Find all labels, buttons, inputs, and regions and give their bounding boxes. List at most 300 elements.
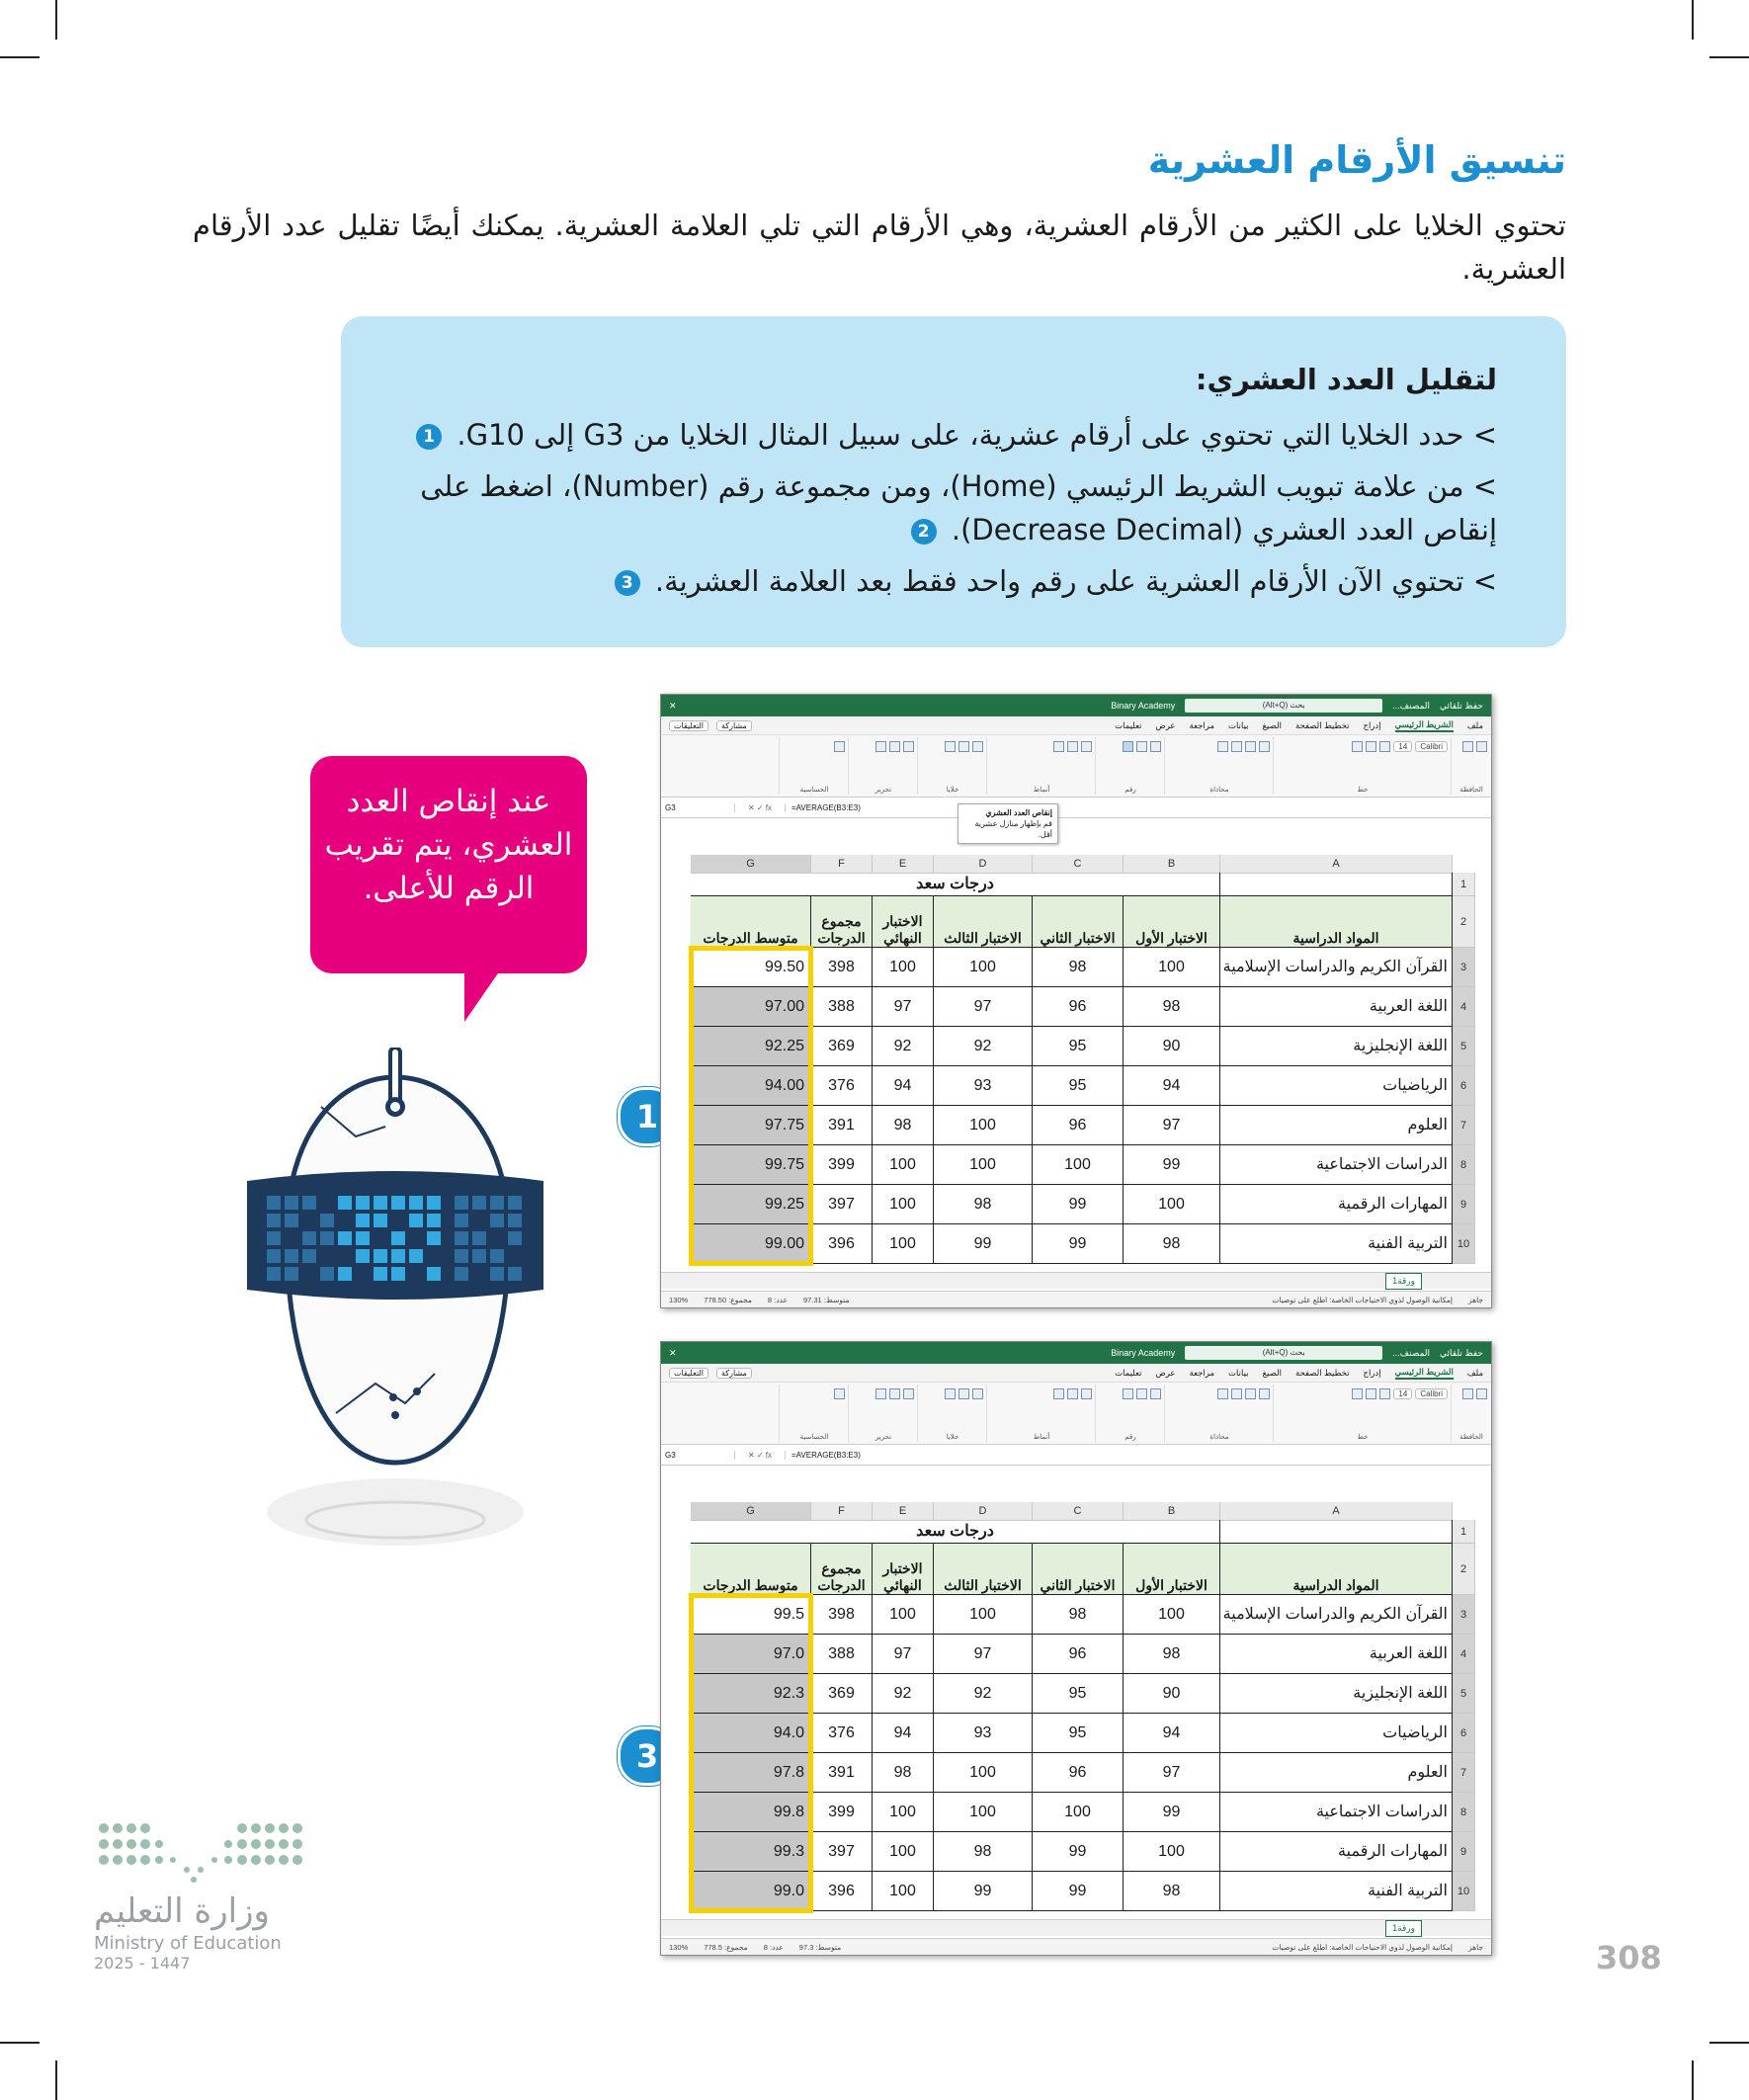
conditional-format-icon[interactable] — [1081, 741, 1092, 752]
selection-highlight — [689, 946, 813, 1266]
group-label: تحرير — [874, 787, 892, 794]
score-cell[interactable]: 95 — [1033, 1027, 1124, 1066]
header-cell[interactable]: متوسط الدرجات — [691, 896, 811, 948]
tab-help[interactable]: تعليمات — [1115, 1367, 1142, 1378]
score-cell[interactable]: 100 — [934, 1595, 1033, 1635]
crop-mark — [0, 2042, 40, 2044]
conditional-format-icon[interactable] — [1081, 1388, 1092, 1399]
subject-cell[interactable]: الدراسات الاجتماعية — [1220, 1145, 1453, 1185]
selection-highlight — [689, 1593, 813, 1913]
align-right-icon[interactable] — [1231, 1388, 1242, 1399]
formula-input[interactable]: =AVERAGE(B3:E3) — [791, 1450, 861, 1460]
row-header[interactable]: 5 — [1453, 1674, 1475, 1714]
cell-styles-icon[interactable] — [1053, 1388, 1064, 1399]
group-label: الحساسية — [799, 1434, 829, 1441]
zoom-level[interactable]: 130% — [669, 1295, 689, 1304]
autosave-toggle[interactable]: حفظ تلقائي — [1440, 1347, 1483, 1358]
delete-icon[interactable] — [958, 1388, 969, 1399]
score-cell[interactable]: 100 — [873, 1832, 934, 1872]
column-header[interactable]: D — [934, 855, 1033, 874]
score-cell[interactable]: 100 — [1124, 948, 1220, 987]
score-cell[interactable]: 97 — [934, 987, 1033, 1027]
format-icon[interactable] — [945, 741, 956, 752]
column-header[interactable]: E — [873, 855, 934, 874]
tab-home[interactable]: الشريط الرئيسي — [1395, 1367, 1454, 1380]
row-header[interactable]: 2 — [1453, 1544, 1475, 1595]
score-cell[interactable]: 97 — [1124, 1753, 1220, 1793]
tab-file[interactable]: ملف — [1466, 1367, 1483, 1378]
wrap-icon[interactable] — [1217, 1388, 1228, 1399]
average-cell[interactable]: 92.25 — [691, 1027, 811, 1066]
subject-cell[interactable]: اللغة العربية — [1220, 987, 1453, 1027]
sheet-tabs-bar — [661, 1272, 1491, 1289]
subject-cell[interactable]: الرياضيات — [1220, 1714, 1453, 1753]
score-cell[interactable]: 98 — [934, 1185, 1033, 1224]
status-count: عدد: 8 — [763, 1942, 784, 1952]
score-cell[interactable]: 92 — [873, 1027, 934, 1066]
group-label: الحافظة — [1459, 787, 1483, 794]
column-header[interactable]: C — [1033, 855, 1124, 874]
score-cell[interactable]: 98 — [1124, 1635, 1220, 1674]
column-header[interactable]: G — [691, 855, 811, 874]
score-cell[interactable]: 98 — [1033, 948, 1124, 987]
score-cell[interactable]: 99 — [1033, 1224, 1124, 1264]
subject-cell[interactable]: المهارات الرقمية — [1220, 1832, 1453, 1872]
tab-data[interactable]: بيانات — [1228, 719, 1249, 730]
status-bar — [661, 1938, 1491, 1955]
sort-icon[interactable] — [889, 741, 900, 752]
score-cell[interactable]: 90 — [1124, 1674, 1220, 1714]
subject-cell[interactable]: العلوم — [1220, 1106, 1453, 1145]
cell-a1[interactable] — [1220, 873, 1453, 896]
format-table-icon[interactable] — [1067, 1388, 1078, 1399]
column-header[interactable]: F — [811, 1502, 873, 1521]
header-cell[interactable]: الاختبار النهائي — [873, 1544, 934, 1595]
score-cell[interactable]: 391 — [811, 1753, 873, 1793]
average-cell[interactable]: 99.0 — [691, 1872, 811, 1911]
score-cell[interactable]: 96 — [1033, 1106, 1124, 1145]
group-styles — [986, 1385, 1096, 1442]
subject-cell[interactable]: القرآن الكريم والدراسات الإسلامية — [1220, 1595, 1453, 1635]
bold-icon[interactable] — [1379, 741, 1390, 752]
font-name[interactable]: Calibri — [1415, 741, 1448, 752]
row-header[interactable]: 8 — [1453, 1145, 1475, 1185]
currency-icon[interactable] — [1150, 1388, 1161, 1399]
group-label: الحساسية — [799, 787, 829, 794]
score-cell[interactable]: 100 — [873, 1185, 934, 1224]
find-icon[interactable] — [875, 741, 886, 752]
find-icon[interactable] — [875, 1388, 886, 1399]
score-cell[interactable]: 95 — [1033, 1674, 1124, 1714]
align-left-icon[interactable] — [1259, 741, 1270, 752]
align-left-icon[interactable] — [1259, 1388, 1270, 1399]
score-cell[interactable]: 98 — [1124, 987, 1220, 1027]
crop-mark — [55, 0, 57, 40]
group-font — [1273, 1385, 1452, 1442]
row-header[interactable]: 1 — [1453, 873, 1475, 896]
percent-icon[interactable] — [1136, 741, 1147, 752]
score-cell[interactable]: 100 — [873, 948, 934, 987]
score-cell[interactable]: 369 — [811, 1674, 873, 1714]
sum-icon[interactable] — [903, 741, 914, 752]
search-box[interactable]: بحث (Alt+Q) — [1185, 1346, 1382, 1360]
score-cell[interactable]: 98 — [934, 1832, 1033, 1872]
group-editing — [848, 1385, 918, 1442]
tooltip-body: قم بإظهار منازل عشرية أقل. — [974, 819, 1052, 839]
row-header[interactable]: 10 — [1453, 1224, 1475, 1264]
tab-page-layout[interactable]: تخطيط الصفحة — [1294, 1367, 1350, 1378]
tab-view[interactable]: عرض — [1155, 1367, 1176, 1378]
tab-review[interactable]: مراجعة — [1189, 1367, 1215, 1378]
font-size[interactable]: 14 — [1393, 1388, 1412, 1399]
format-icon[interactable] — [945, 1388, 956, 1399]
align-center-icon[interactable] — [1245, 1388, 1256, 1399]
currency-icon[interactable] — [1150, 741, 1161, 752]
subject-cell[interactable]: الرياضيات — [1220, 1066, 1453, 1106]
file-name: المصنف... — [1392, 700, 1431, 711]
score-cell[interactable]: 396 — [811, 1224, 873, 1264]
header-cell[interactable]: المواد الدراسية — [1220, 1544, 1453, 1595]
status-accessibility[interactable]: إمكانية الوصول لذوي الاحتياجات الخاصة: اطلع على توصيات — [1272, 1942, 1453, 1952]
score-cell[interactable]: 391 — [811, 1106, 873, 1145]
column-header[interactable]: B — [1124, 1502, 1220, 1521]
score-cell[interactable]: 99 — [1033, 1185, 1124, 1224]
sum-icon[interactable] — [903, 1388, 914, 1399]
row-header[interactable]: 4 — [1453, 1635, 1475, 1674]
status-accessibility[interactable]: إمكانية الوصول لذوي الاحتياجات الخاصة: اطلع على توصيات — [1272, 1295, 1453, 1304]
header-cell[interactable]: الاختبار الثاني — [1033, 896, 1124, 948]
score-cell[interactable]: 99 — [934, 1224, 1033, 1264]
score-cell[interactable]: 100 — [1033, 1145, 1124, 1185]
ribbon-tabs — [661, 1364, 1491, 1383]
group-editing — [848, 737, 918, 795]
step-badge: 1 — [416, 424, 442, 450]
average-cell[interactable]: 99.3 — [691, 1832, 811, 1872]
score-cell[interactable]: 96 — [1033, 1635, 1124, 1674]
callout-badge: 3 — [618, 1726, 677, 1786]
instruction-step — [390, 559, 1497, 603]
row-header[interactable]: 3 — [1453, 948, 1475, 987]
score-cell[interactable]: 92 — [873, 1674, 934, 1714]
score-cell[interactable]: 388 — [811, 987, 873, 1027]
score-cell[interactable]: 100 — [873, 1793, 934, 1832]
average-cell[interactable]: 99.25 — [691, 1185, 811, 1224]
score-cell[interactable]: 100 — [934, 1106, 1033, 1145]
tab-insert[interactable]: إدراج — [1363, 719, 1381, 730]
subject-cell[interactable]: التربية الفنية — [1220, 1224, 1453, 1264]
excel-title-bar — [661, 695, 1491, 716]
italic-icon[interactable] — [1366, 741, 1376, 752]
cut-icon[interactable] — [1462, 741, 1473, 752]
close-icon[interactable]: ✕ — [669, 700, 677, 711]
header-cell[interactable]: مجموع الدرجات — [811, 1544, 873, 1595]
close-icon[interactable]: ✕ — [669, 1347, 677, 1358]
align-center-icon[interactable] — [1245, 741, 1256, 752]
score-cell[interactable]: 100 — [934, 1793, 1033, 1832]
column-header[interactable]: A — [1220, 1502, 1453, 1521]
row-header[interactable]: 9 — [1453, 1185, 1475, 1224]
score-cell[interactable]: 376 — [811, 1714, 873, 1753]
zoom-level[interactable]: 130% — [669, 1942, 689, 1952]
row-header[interactable]: 7 — [1453, 1753, 1475, 1793]
cell-a1[interactable] — [1220, 1520, 1453, 1544]
row-header[interactable]: 6 — [1453, 1714, 1475, 1753]
group-cells — [917, 1385, 987, 1442]
average-cell[interactable]: 99.5 — [691, 1595, 811, 1635]
header-cell[interactable]: الاختبار الثالث — [934, 896, 1033, 948]
average-cell[interactable]: 92.3 — [691, 1674, 811, 1714]
fx-icon[interactable]: ✕ ✓ fx — [735, 1451, 786, 1460]
insert-icon[interactable] — [972, 1388, 983, 1399]
ribbon-tabs — [661, 716, 1491, 735]
score-cell[interactable]: 97 — [873, 1635, 934, 1674]
sheet-grid — [661, 855, 1491, 1270]
tab-help[interactable]: تعليمات — [1115, 719, 1142, 730]
score-cell[interactable]: 94 — [1124, 1066, 1220, 1106]
tab-insert[interactable]: إدراج — [1363, 1367, 1381, 1378]
header-cell[interactable]: الاختبار النهائي — [873, 896, 934, 948]
cell-styles-icon[interactable] — [1053, 741, 1064, 752]
score-cell[interactable]: 92 — [934, 1027, 1033, 1066]
comments-button[interactable]: التعليقات — [669, 1368, 708, 1379]
average-cell[interactable]: 99.75 — [691, 1145, 811, 1185]
tab-view[interactable]: عرض — [1155, 719, 1176, 730]
formula-input[interactable]: =AVERAGE(B3:E3) — [791, 802, 861, 812]
score-cell[interactable]: 93 — [934, 1714, 1033, 1753]
score-cell[interactable]: 92 — [934, 1674, 1033, 1714]
tab-home[interactable]: الشريط الرئيسي — [1395, 719, 1454, 732]
header-cell[interactable]: مجموع الدرجات — [811, 896, 873, 948]
score-cell[interactable]: 397 — [811, 1832, 873, 1872]
tab-review[interactable]: مراجعة — [1189, 719, 1215, 730]
column-header[interactable]: C — [1033, 1502, 1124, 1521]
page-title: تنسيق الأرقام العشرية — [1147, 138, 1566, 182]
instructions-heading: لتقليل العدد العشري: — [1195, 363, 1497, 396]
instruction-step — [390, 464, 1497, 551]
row-header[interactable]: 10 — [1453, 1872, 1475, 1911]
score-cell[interactable]: 97 — [873, 987, 934, 1027]
score-cell[interactable]: 99 — [1033, 1832, 1124, 1872]
average-cell[interactable]: 94.0 — [691, 1714, 811, 1753]
sheet-tab[interactable]: ورقة1 — [1385, 1920, 1422, 1937]
decrease-decimal-icon[interactable] — [1123, 1388, 1133, 1399]
score-cell[interactable]: 399 — [811, 1145, 873, 1185]
step-text: > حدد الخلايا التي تحتوي على أرقام عشرية، على سبيل المثال الخلايا من G3 إلى G10. — [457, 418, 1497, 452]
column-header[interactable]: F — [811, 855, 873, 874]
table-title-cell[interactable]: درجات سعد — [691, 1520, 1220, 1544]
score-cell[interactable]: 93 — [934, 1066, 1033, 1106]
sort-icon[interactable] — [889, 1388, 900, 1399]
tab-formulas[interactable]: الصيغ — [1262, 1367, 1282, 1378]
decrease-decimal-icon[interactable] — [1123, 741, 1133, 752]
column-header[interactable]: E — [873, 1502, 934, 1521]
score-cell[interactable]: 94 — [873, 1066, 934, 1106]
group-styles — [986, 737, 1096, 795]
excel-window-before — [660, 694, 1492, 1308]
score-cell[interactable]: 99 — [1124, 1793, 1220, 1832]
score-cell[interactable]: 100 — [934, 1145, 1033, 1185]
sensitivity-icon[interactable] — [834, 1388, 845, 1399]
group-clipboard — [1451, 737, 1491, 795]
score-cell[interactable]: 98 — [1124, 1224, 1220, 1264]
paste-icon[interactable] — [1476, 1388, 1487, 1399]
score-cell[interactable]: 98 — [873, 1106, 934, 1145]
score-cell[interactable]: 100 — [873, 1145, 934, 1185]
score-cell[interactable]: 396 — [811, 1872, 873, 1911]
column-header[interactable]: G — [691, 1502, 811, 1521]
average-cell[interactable]: 99.50 — [691, 948, 811, 987]
header-cell[interactable]: الاختبار الأول — [1124, 896, 1220, 948]
step-text: > من علامة تبويب الشريط الرئيسي (Home)، ومن مجموعة رقم (Number)، اضغط على إنقاص العدد العشري (Decrease Decimal). — [420, 469, 1497, 546]
instructions-box — [341, 316, 1566, 647]
sensitivity-icon[interactable] — [834, 741, 845, 752]
share-button[interactable]: مشاركة — [716, 1368, 752, 1379]
status-ready: جاهز — [1467, 1942, 1483, 1952]
subject-cell[interactable]: التربية الفنية — [1220, 1872, 1453, 1911]
paste-icon[interactable] — [1476, 741, 1487, 752]
search-box[interactable]: بحث (Alt+Q) — [1185, 699, 1382, 713]
score-cell[interactable]: 100 — [1033, 1793, 1124, 1832]
score-cell[interactable]: 99 — [1033, 1872, 1124, 1911]
group-alignment — [1164, 1385, 1274, 1442]
score-cell[interactable]: 95 — [1033, 1714, 1124, 1753]
share-button[interactable]: مشاركة — [716, 720, 752, 731]
score-cell[interactable]: 99 — [1124, 1145, 1220, 1185]
group-label: رقم — [1124, 1434, 1136, 1441]
bubble-text: عند إنقاص العدد العشري، يتم تقريب الرقم للأعلى. — [324, 784, 573, 906]
formula-bar — [661, 1445, 1491, 1466]
excel-window-after — [660, 1341, 1492, 1956]
score-cell[interactable]: 98 — [873, 1753, 934, 1793]
score-cell[interactable]: 397 — [811, 1185, 873, 1224]
percent-icon[interactable] — [1136, 1388, 1147, 1399]
autosave-toggle[interactable]: حفظ تلقائي — [1440, 700, 1483, 711]
average-cell[interactable]: 99.00 — [691, 1224, 811, 1264]
row-header[interactable]: 8 — [1453, 1793, 1475, 1832]
formula-bar — [661, 798, 1491, 818]
name-box[interactable]: G3 — [661, 803, 735, 812]
cut-icon[interactable] — [1462, 1388, 1473, 1399]
underline-icon[interactable] — [1352, 1388, 1363, 1399]
average-cell[interactable]: 97.75 — [691, 1106, 811, 1145]
row-header[interactable]: 2 — [1453, 896, 1475, 948]
group-sensitivity — [779, 737, 849, 795]
subject-cell[interactable]: اللغة الإنجليزية — [1220, 1674, 1453, 1714]
ministry-logo — [94, 1818, 331, 1973]
average-cell[interactable]: 97.8 — [691, 1753, 811, 1793]
row-header[interactable]: 7 — [1453, 1106, 1475, 1145]
fx-icon[interactable]: ✕ ✓ fx — [735, 803, 786, 812]
score-cell[interactable]: 97 — [934, 1635, 1033, 1674]
table-title-cell[interactable]: درجات سعد — [691, 873, 1220, 896]
score-cell[interactable]: 94 — [873, 1714, 934, 1753]
header-cell[interactable]: متوسط الدرجات — [691, 1544, 811, 1595]
callout-badge: 1 — [618, 1087, 677, 1146]
name-box[interactable]: G3 — [661, 1451, 735, 1460]
subject-cell[interactable]: اللغة العربية — [1220, 1635, 1453, 1674]
column-header[interactable]: D — [934, 1502, 1033, 1521]
score-cell[interactable]: 398 — [811, 948, 873, 987]
sheet-tab[interactable]: ورقة1 — [1385, 1273, 1422, 1290]
score-cell[interactable]: 96 — [1033, 1753, 1124, 1793]
score-cell[interactable]: 399 — [811, 1793, 873, 1832]
column-header[interactable]: A — [1220, 855, 1453, 874]
average-cell[interactable]: 97.00 — [691, 987, 811, 1027]
format-table-icon[interactable] — [1067, 741, 1078, 752]
score-cell[interactable]: 100 — [934, 948, 1033, 987]
score-cell[interactable]: 100 — [1124, 1185, 1220, 1224]
score-cell[interactable]: 97 — [1124, 1106, 1220, 1145]
header-cell[interactable]: الاختبار الثاني — [1033, 1544, 1124, 1595]
row-header[interactable]: 5 — [1453, 1027, 1475, 1066]
subject-cell[interactable]: القرآن الكريم والدراسات الإسلامية — [1220, 948, 1453, 987]
score-cell[interactable]: 98 — [1124, 1872, 1220, 1911]
font-size[interactable]: 14 — [1393, 741, 1412, 752]
score-cell[interactable]: 100 — [873, 1224, 934, 1264]
header-cell[interactable]: الاختبار الأول — [1124, 1544, 1220, 1595]
score-cell[interactable]: 100 — [1124, 1595, 1220, 1635]
italic-icon[interactable] — [1366, 1388, 1376, 1399]
subject-cell[interactable]: العلوم — [1220, 1753, 1453, 1793]
wrap-icon[interactable] — [1217, 741, 1228, 752]
delete-icon[interactable] — [958, 741, 969, 752]
average-cell[interactable]: 94.00 — [691, 1066, 811, 1106]
header-cell[interactable]: الاختبار الثالث — [934, 1544, 1033, 1595]
row-header[interactable]: 1 — [1453, 1520, 1475, 1544]
score-cell[interactable]: 94 — [1124, 1714, 1220, 1753]
row-header[interactable]: 9 — [1453, 1832, 1475, 1872]
score-cell[interactable]: 376 — [811, 1066, 873, 1106]
average-cell[interactable]: 99.8 — [691, 1793, 811, 1832]
comments-button[interactable]: التعليقات — [669, 720, 708, 731]
bold-icon[interactable] — [1379, 1388, 1390, 1399]
font-name[interactable]: Calibri — [1415, 1388, 1448, 1399]
score-cell[interactable]: 100 — [873, 1872, 934, 1911]
subject-cell[interactable]: الدراسات الاجتماعية — [1220, 1793, 1453, 1832]
score-cell[interactable]: 96 — [1033, 987, 1124, 1027]
subject-cell[interactable]: اللغة الإنجليزية — [1220, 1027, 1453, 1066]
score-cell[interactable]: 388 — [811, 1635, 873, 1674]
insert-icon[interactable] — [972, 741, 983, 752]
header-cell[interactable]: المواد الدراسية — [1220, 896, 1453, 948]
score-cell[interactable]: 100 — [1124, 1832, 1220, 1872]
column-header[interactable]: B — [1124, 855, 1220, 874]
group-label: محاذاة — [1209, 1434, 1229, 1441]
score-cell[interactable]: 90 — [1124, 1027, 1220, 1066]
score-cell[interactable]: 398 — [811, 1595, 873, 1635]
score-cell[interactable]: 100 — [873, 1595, 934, 1635]
underline-icon[interactable] — [1352, 741, 1363, 752]
score-cell[interactable]: 99 — [934, 1872, 1033, 1911]
score-cell[interactable]: 369 — [811, 1027, 873, 1066]
speech-bubble — [310, 756, 587, 973]
tab-data[interactable]: بيانات — [1228, 1367, 1249, 1378]
row-header[interactable]: 6 — [1453, 1066, 1475, 1106]
tab-page-layout[interactable]: تخطيط الصفحة — [1294, 719, 1350, 730]
account-name: Binary Academy — [1111, 1348, 1176, 1358]
score-cell[interactable]: 95 — [1033, 1066, 1124, 1106]
score-cell[interactable]: 98 — [1033, 1595, 1124, 1635]
subject-cell[interactable]: المهارات الرقمية — [1220, 1185, 1453, 1224]
excel-title-bar — [661, 1342, 1491, 1364]
row-header[interactable]: 3 — [1453, 1595, 1475, 1635]
tab-file[interactable]: ملف — [1466, 719, 1483, 730]
row-header[interactable]: 4 — [1453, 987, 1475, 1027]
score-cell[interactable]: 100 — [934, 1753, 1033, 1793]
average-cell[interactable]: 97.0 — [691, 1635, 811, 1674]
align-right-icon[interactable] — [1231, 741, 1242, 752]
tab-formulas[interactable]: الصيغ — [1262, 719, 1282, 730]
